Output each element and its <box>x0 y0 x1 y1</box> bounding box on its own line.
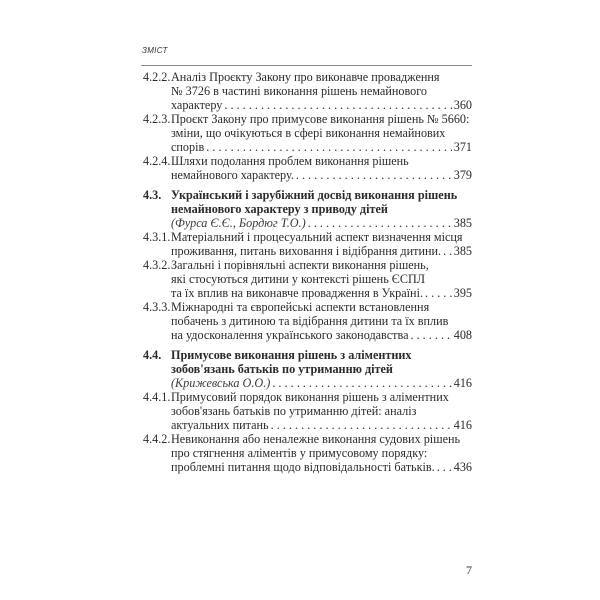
dot-leader <box>224 98 451 112</box>
entry-number: 4.2.2. <box>143 70 171 84</box>
section-title-line: Український і зарубіжний досвід виконання рішень <box>171 188 458 202</box>
entry-title-line: проживання, питань виховання і відібрання дитини. <box>171 244 442 258</box>
running-header: ЗМІСТ <box>142 46 168 55</box>
dot-leader <box>425 286 452 300</box>
page-ref: 436 <box>453 460 472 474</box>
page-ref: 371 <box>453 140 472 154</box>
entry-title-line: про стягнення аліментів у примусовому порядку: <box>171 446 428 460</box>
entry-title-line: проблемні питання щодо відповідальності батьків. <box>171 460 435 474</box>
entry-title-line: побачень з дитиною та відібрання дитини та їх вплив <box>171 314 449 328</box>
entry-title-line: та їх вплив на виконавче провадження в Україні. <box>171 286 424 300</box>
dot-leader <box>410 328 451 342</box>
toc-entry-4-3-1 <box>143 230 472 258</box>
page-ref: 360 <box>453 98 472 112</box>
page-ref: 379 <box>453 168 472 182</box>
page-number: 7 <box>466 563 472 577</box>
page-ref: 416 <box>453 418 472 432</box>
toc-entry-4-3-3 <box>143 300 472 342</box>
section-authors: (Фурса Є.Є., Бордюг Т.О.) <box>171 216 306 230</box>
entry-title-line: Проєкт Закону про примусове виконання рішень № 5660: <box>171 112 470 126</box>
header-rule <box>141 65 472 66</box>
dot-leader <box>271 418 452 432</box>
entry-number: 4.2.4. <box>143 154 171 168</box>
section-number: 4.3. <box>143 188 162 202</box>
entry-title-line: спорів <box>171 140 205 154</box>
entry-title-line: Примусовий порядок виконання рішень з аліментних <box>171 390 449 404</box>
entry-number: 4.3.3. <box>143 300 171 314</box>
table-of-contents <box>143 70 472 474</box>
entry-title-line: Невиконання або неналежне виконання судових рішень <box>171 432 461 446</box>
dot-leader <box>437 460 452 474</box>
toc-entry-4-2-3 <box>143 112 472 154</box>
section-title-line: зобов'язань батьків по утриманню дітей <box>171 362 393 376</box>
dot-leader <box>443 244 452 258</box>
toc-entry-4-2-4 <box>143 154 472 182</box>
entry-title-line: Загальні і порівняльні аспекти виконання рішень, <box>171 258 429 272</box>
entry-title-line: зміни, що очікуються в сфері виконання немайнових <box>171 126 446 140</box>
entry-title-line: Міжнародні та європейські аспекти встановлення <box>171 300 430 314</box>
toc-section-4-3 <box>143 188 472 230</box>
entry-title-line: актуальних питань <box>171 418 269 432</box>
entry-number: 4.2.3. <box>143 112 171 126</box>
entry-number: 4.4.1. <box>143 390 171 404</box>
page-ref: 385 <box>453 244 472 258</box>
entry-number: 4.4.2. <box>143 432 171 446</box>
entry-title-line: Шляхи подолання проблем виконання рішень <box>171 154 409 168</box>
dot-leader <box>296 168 452 182</box>
section-authors: (Крижевська О.О.) <box>171 376 271 390</box>
dot-leader <box>206 140 451 154</box>
toc-entry-4-4-1 <box>143 390 472 432</box>
entry-title-line: зобов'язань батьків по утриманню дітей: аналіз <box>171 404 417 418</box>
entry-title-line: на удосконалення українського законодавства <box>171 328 409 342</box>
entry-title-line: Аналіз Проєкту Закону про виконавче провадження <box>171 70 440 84</box>
dot-leader <box>272 376 451 390</box>
page-ref: 395 <box>453 286 472 300</box>
entry-title-line: № 3726 в частині виконання рішень немайнового <box>171 84 428 98</box>
entry-title-line: характеру <box>171 98 223 112</box>
section-number: 4.4. <box>143 348 162 362</box>
page-ref: 385 <box>453 216 472 230</box>
toc-entry-4-3-2 <box>143 258 472 300</box>
page-ref: 416 <box>453 376 472 390</box>
section-title-line: Примусове виконання рішень з аліментних <box>171 348 412 362</box>
toc-entry-4-2-2 <box>143 70 472 112</box>
section-title-line: немайнового характеру з приводу дітей <box>171 202 388 216</box>
toc-section-4-4 <box>143 348 472 390</box>
page-ref: 408 <box>453 328 472 342</box>
entry-number: 4.3.1. <box>143 230 171 244</box>
toc-entry-4-4-2 <box>143 432 472 474</box>
entry-number: 4.3.2. <box>143 258 171 272</box>
entry-title-line: які стосуються дитини у контексті рішень ЄСПЛ <box>171 272 426 286</box>
entry-title-line: немайнового характеру. <box>171 168 294 182</box>
entry-title-line: Матеріальний і процесуальний аспект визначення місця <box>171 230 463 244</box>
dot-leader <box>308 216 452 230</box>
